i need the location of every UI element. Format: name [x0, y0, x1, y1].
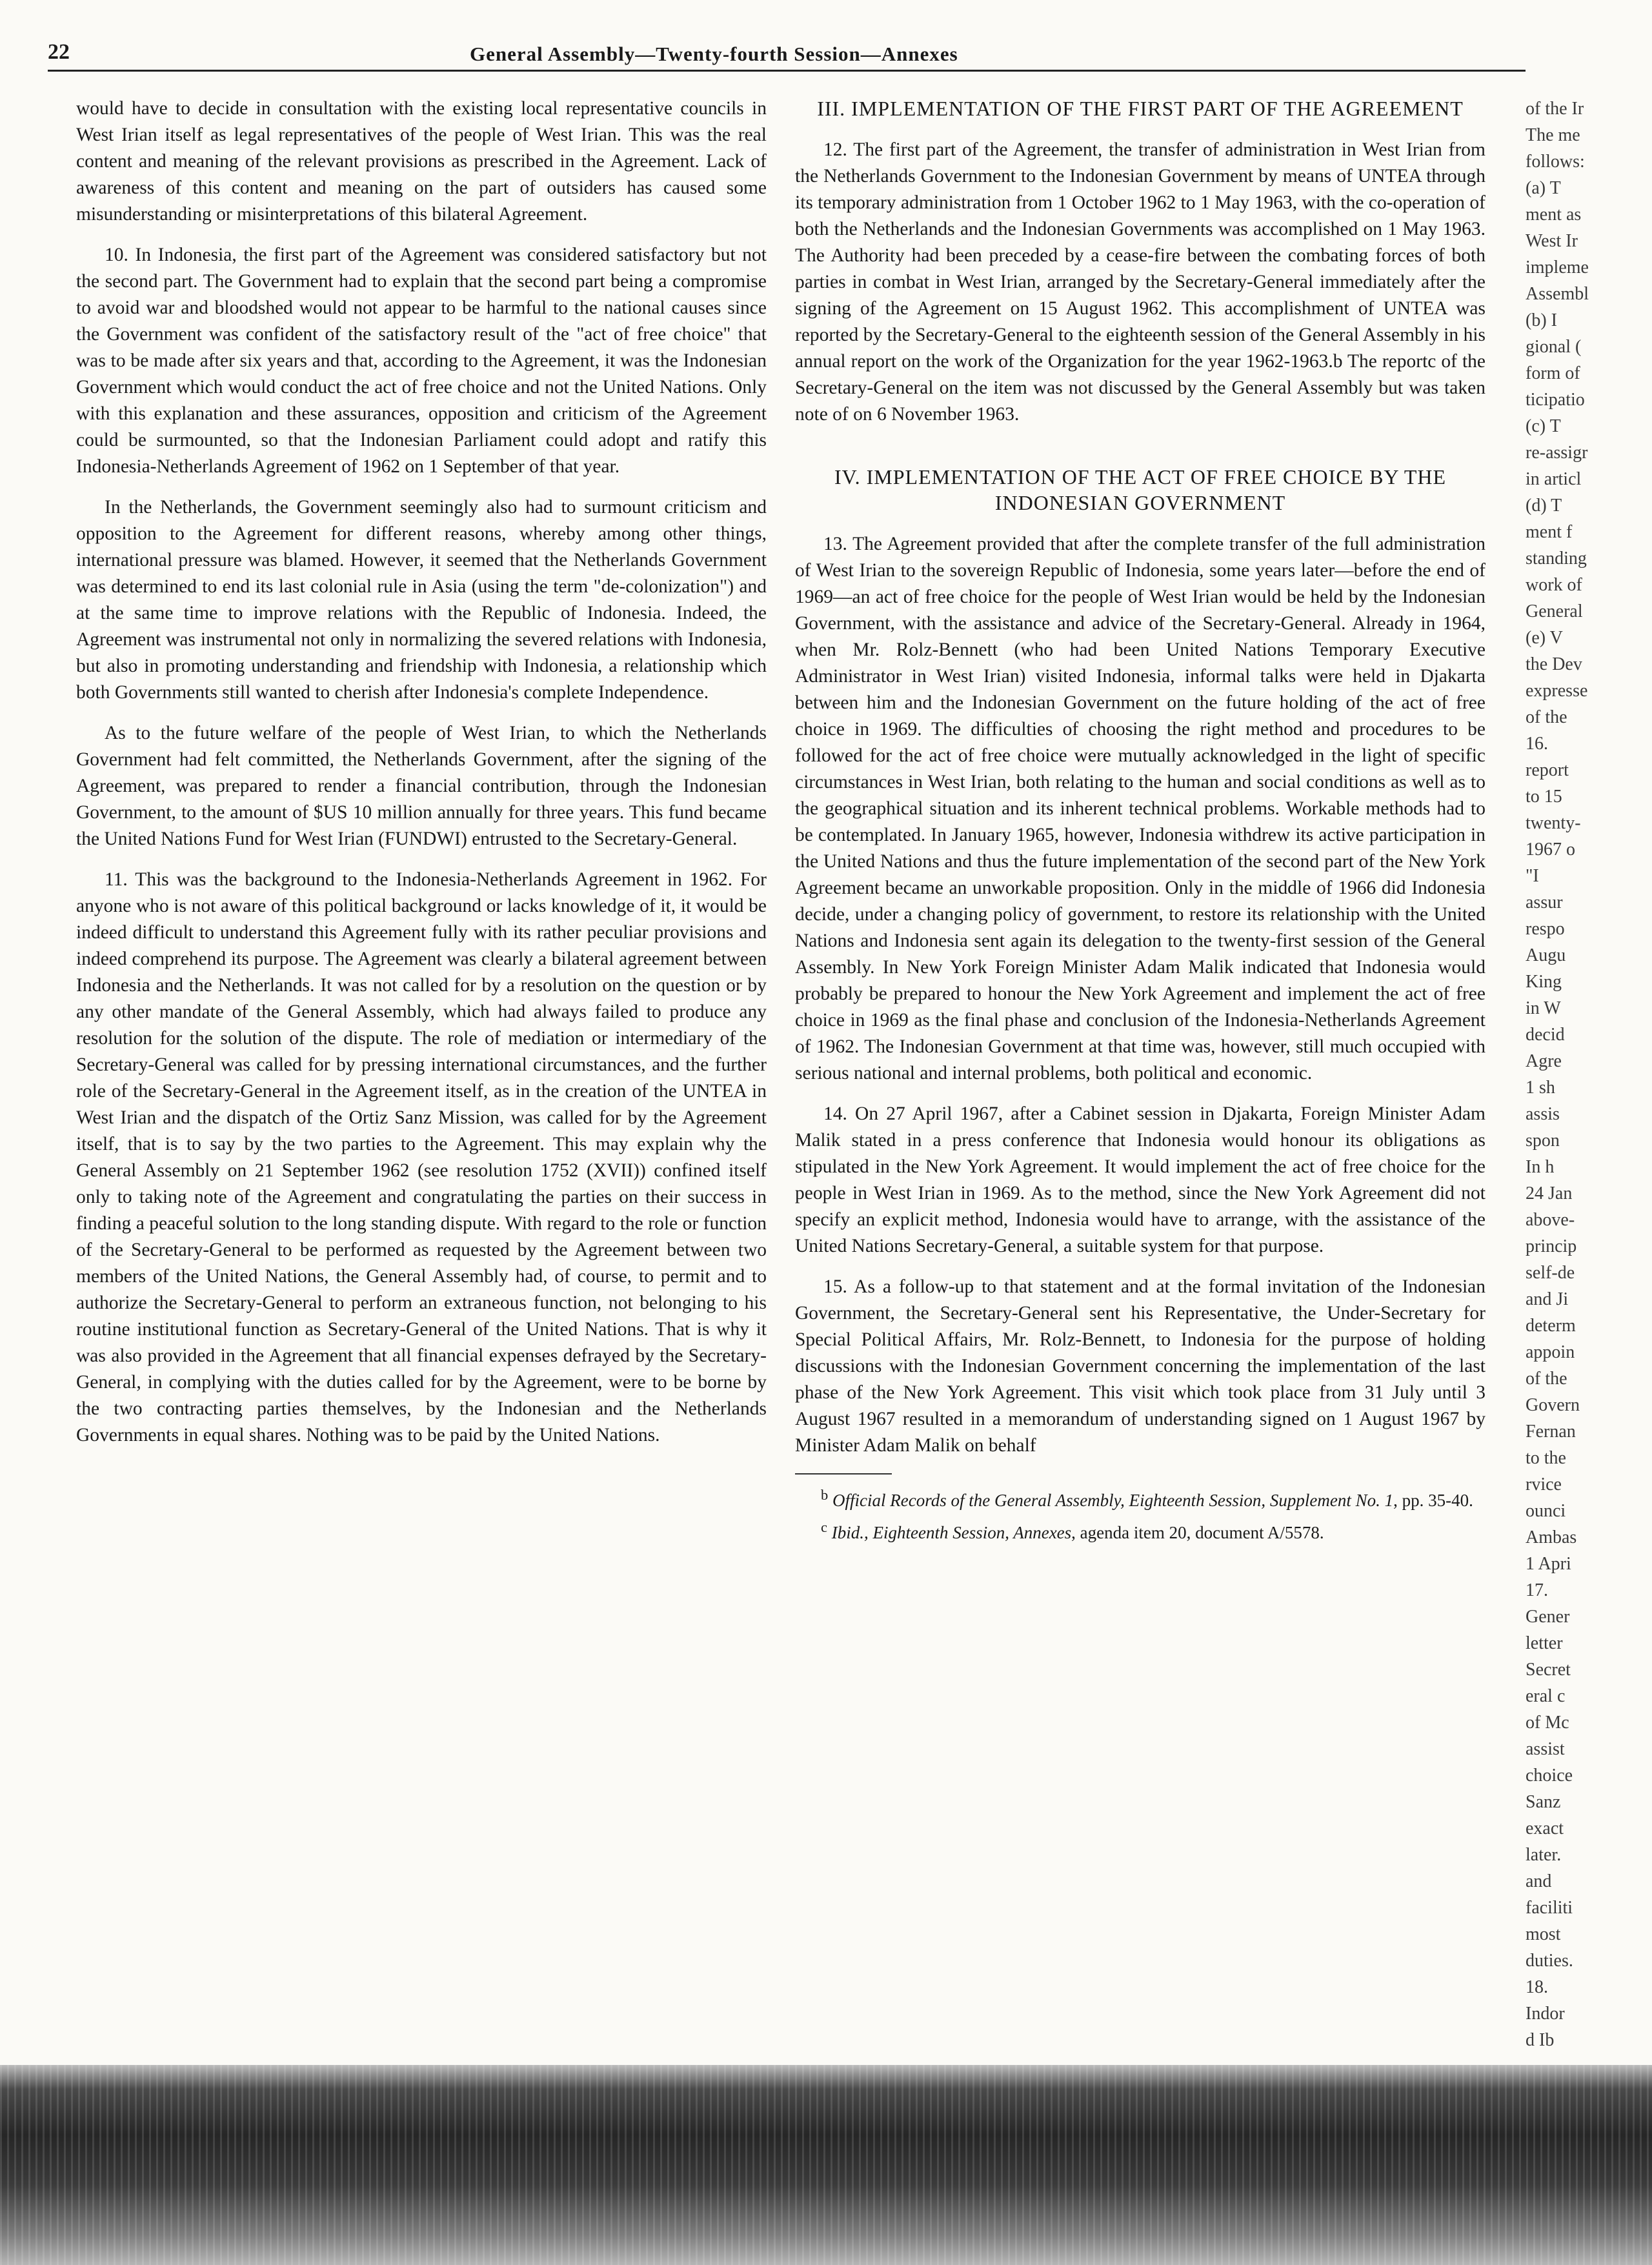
running-title: General Assembly—Twenty-fourth Session—Annexes — [470, 43, 958, 65]
right-fragment: determ — [1526, 1316, 1576, 1336]
right-fragment: respo — [1526, 919, 1565, 939]
right-fragment: to the — [1526, 1448, 1566, 1468]
right-fragment: the Dev — [1526, 654, 1582, 674]
right-fragment: and Ji — [1526, 1289, 1569, 1309]
right-fragment: decid — [1526, 1025, 1565, 1045]
right-fragment: gional ( — [1526, 337, 1582, 357]
middle-column — [795, 96, 1486, 1548]
right-fragment: West Ir — [1526, 231, 1578, 251]
right-fragment: appoin — [1526, 1342, 1575, 1362]
right-fragment: (b) I — [1526, 310, 1557, 330]
right-fragment: of the — [1526, 707, 1567, 727]
right-fragment: ment f — [1526, 522, 1573, 542]
paragraph-11: 11. This was the background to the Indonesia-Netherlands Agreement in 1962. For anyone who is not aware of this political background or lacks knowledge of it, it would be indeed difficult to understand this Agreement fully with its rather peculiar provisions and indeed comprehend its purpose. The Agreement was clearly a bilateral agreement between Indonesia and the Netherlands. It was not called for by a resolution on the question or by any other mandate of the General Assembly, which had always failed to produce any resolution for the solution of the dispute. The role of mediation or intermediary of the Secretary-General was called for by pressing international circumstances, and the further role of the Secretary-General in the Agreement itself, as in the creation of the UNTEA in West Irian and the dispatch of the Ortiz Sanz Mission, was called for by the Agreement itself, that is to say by the two parties to the Agreement. This may explain why the General Assembly on 21 September 1962 (see resolution 1752 (XVII)) confined itself only to taking note of the Agreement and congratulating the parties on their success in finding a peaceful solution to the long standing dispute. With regard to the role or function of the Secretary-General to be performed as requested by the Agreement between two members of the United Nations, the General Assembly had, of course, to permit and to authorize the Secretary-General to perform an extraneous function, not belonging to his routine institutional function as Secretary-General of the United Nations. That is why it was also provided in the Agreement that all financial expenses defrayed by the Secretary-General, in complying with the duties called for by the Agreement, were to be borne by the two contracting parties themselves, by the Indonesian and the Netherlands Governments in equal shares. Nothing was to be paid by the United Nations. — [76, 869, 767, 1445]
right-fragment: above- — [1526, 1210, 1575, 1230]
right-fragment: expresse — [1526, 681, 1588, 701]
right-fragment: of the Ir — [1526, 99, 1584, 119]
footnote-c — [795, 1516, 1486, 1544]
right-fragment: later. — [1526, 1845, 1562, 1865]
right-fragment: d Ib — [1526, 2030, 1555, 2050]
right-fragment: report — [1526, 760, 1569, 780]
footnote-c-source: Ibid., Eighteenth Session, Annexes — [831, 1523, 1072, 1542]
right-fragment: (c) T — [1526, 416, 1561, 436]
right-fragment: Agre — [1526, 1051, 1562, 1071]
right-fragment: most — [1526, 1924, 1561, 1944]
right-fragment: work of — [1526, 575, 1582, 595]
right-fragment: self-de — [1526, 1263, 1575, 1283]
right-fragment: 1967 o — [1526, 840, 1575, 860]
right-fragment: (e) V — [1526, 628, 1563, 648]
right-fragment: ticipatio — [1526, 390, 1585, 410]
right-fragment: The me — [1526, 125, 1580, 145]
paragraph-9-continuation: would have to decide in consultation with the existing local representative councils in West Irian itself as legal representatives of the people of West Irian. This was the real content and meaning of the relevant provisions as prescribed in the Agreement. Lack of awareness of this content and meaning on the part of outsiders has caused some misunderstanding or misinterpretations of this bilateral Agreement. — [76, 98, 767, 225]
right-fragment: Sanz — [1526, 1792, 1561, 1812]
right-fragment: exact — [1526, 1818, 1564, 1838]
paragraph-13: 13. The Agreement provided that after the complete transfer of the full administration of West Irian to the sovereign Republic of Indonesia, some years later—before the end of 1969—an act of free choice for the people of West Irian would be held by the Indonesian Government, with the assistance and advice of the Secretary-General. Already in 1964, when Mr. Rolz-Bennett (who had been United Nations Temporary Executive Administrator in West Irian) visited Indonesia, informal talks were held in Djakarta between him and the Indonesian Government on the future holding of the act of free choice in 1969. The difficulties of choosing the right method and procedures to be followed for the act of free choice were mutually acknowledged in the light of specific circumstances in West Irian, both relating to the human and social conditions as well as to the geographical situation and its inherent technical problems. Workable methods had to be contemplated. In January 1965, however, Indonesia withdrew its active participation in the United Nations and thus the future implementation of the second part of the New York Agreement became an unworkable proposition. Only in the middle of 1966 did Indonesia decide, under a changing policy of government, to restore its relationship with the United Nations and Indonesia sent again its delegation to the twenty-first session of the General Assembly. In New York Foreign Minister Adam Malik indicated that Indonesia would probably be prepared to honour the New York Agreement and implement the act of free choice in 1969 as the final phase and conclusion of the Indonesia-Netherlands Agreement of 1962. The Indonesian Government at that time was, however, still much occupied with serious national and internal problems, both political and economic. — [795, 534, 1486, 1083]
right-fragment: 24 Jan — [1526, 1183, 1573, 1203]
header-rule — [48, 70, 1526, 72]
right-fragment: twenty- — [1526, 813, 1581, 833]
right-fragment: spon — [1526, 1131, 1560, 1151]
section-heading-iv: IV. IMPLEMENTATION OF THE ACT OF FREE CHOICE BY THE INDONESIAN GOVERNMENT — [834, 465, 1447, 514]
right-column-cropped — [1526, 96, 1652, 2051]
right-fragment: General — [1526, 601, 1583, 621]
right-fragment: Secret — [1526, 1660, 1571, 1680]
right-fragment: assis — [1526, 1104, 1560, 1124]
right-fragment: 18. — [1526, 1977, 1548, 1997]
left-column — [76, 96, 767, 1463]
paragraph-15: 15. As a follow-up to that statement and at the formal invitation of the Indonesian Government, the Secretary-General sent his Representative, the Under-Secretary for Special Political Affairs, Mr. Rolz-Bennett, to Indonesia for the purpose of holding discussions with the Indonesian Government concerning the implementation of the last phase of the New York Agreement. This visit which took place from 31 July until 3 August 1967 resulted in a memorandum of understanding signed on 1 August 1967 by Minister Adam Malik on behalf — [795, 1276, 1486, 1456]
right-fragment: standing — [1526, 549, 1587, 569]
right-fragment: in W — [1526, 998, 1561, 1018]
paragraph-10: 10. In Indonesia, the first part of the Agreement was considered satisfactory but not the second part. The Government had to explain that the second part being a compromise to avoid war and bloodshed would not appear to be harmful to the national causes since the Government was confident of the satisfactory result of the "act of free choice" that was to be made after six years and that, according to the Agreement, it was the Indonesian Government which would conduct the act of free choice and not the United Nations. Only with this explanation and these assurances, opposition and criticism of the Agreement could be surmounted, so that the Indonesian Parliament could adopt and ratify this Indonesia-Netherlands Agreement of 1962 on 1 September of that year. — [76, 245, 767, 477]
footnote-b — [795, 1484, 1486, 1512]
paragraph-netherlands: In the Netherlands, the Government seemingly also had to surmount criticism and opposition to the Agreement for different reasons, whereby among other things, international pressure was blamed. However, it seemed that the Netherlands Government was determined to end its last colonial rule in Asia (using the term "de-colonization") and at the same time to improve relations with the Republic of Indonesia. Indeed, the Agreement was instrumental not only in normalizing the severed relations with Indonesia, but also in promoting understanding and friendship with Indonesia, a relationship which both Governments still wanted to cherish after Indonesia's complete Independence. — [76, 497, 767, 703]
right-fragment: form of — [1526, 363, 1580, 383]
right-fragment: Fernan — [1526, 1422, 1576, 1442]
right-fragment: of the — [1526, 1369, 1567, 1389]
right-fragment: re-assigr — [1526, 443, 1588, 463]
paragraph-14: 14. On 27 April 1967, after a Cabinet session in Djakarta, Foreign Minister Adam Malik stated in a press conference that Indonesia would honour its obligations as stipulated in the New York Agreement. It would implement the act of free choice for the people in West Irian in 1969. As to the method, since the New York Agreement did not specify an explicit method, Indonesia would have to arrange, with the assistance of the United Nations Secretary-General, a suitable system for that purpose. — [795, 1103, 1486, 1256]
right-fragment: Ambas — [1526, 1527, 1577, 1547]
right-fragment: duties. — [1526, 1951, 1573, 1971]
right-fragment: Augu — [1526, 945, 1566, 965]
paragraph-welfare: As to the future welfare of the people of West Irian, to which the Netherlands Government had felt committed, the Netherlands Government, after the signing of the Agreement, was prepared to render a financial contribution, through the Indonesian Government, to the amount of $US 10 million annually for three years. This fund became the United Nations Fund for West Irian (FUNDWI) entrusted to the Secretary-General. — [76, 723, 767, 849]
right-fragment: (a) T — [1526, 178, 1561, 198]
right-fragment: and — [1526, 1871, 1552, 1891]
right-fragment: ounci — [1526, 1501, 1566, 1521]
right-fragment: Govern — [1526, 1395, 1580, 1415]
right-fragment: 17. — [1526, 1580, 1548, 1600]
footnote-c-mark: c — [821, 1519, 827, 1535]
footnote-b-mark: b — [821, 1487, 829, 1503]
right-fragment: ment as — [1526, 205, 1582, 225]
footnote-rule — [795, 1473, 892, 1475]
footnote-b-pages: , pp. 35-40. — [1393, 1491, 1473, 1510]
right-fragment: rvice — [1526, 1475, 1562, 1495]
right-fragment: faciliti — [1526, 1898, 1573, 1918]
right-fragment: letter — [1526, 1633, 1563, 1653]
right-fragment: King — [1526, 972, 1562, 992]
right-fragment: choice — [1526, 1766, 1573, 1786]
right-fragment: in articl — [1526, 469, 1582, 489]
right-fragment: Indor — [1526, 2004, 1565, 2024]
right-fragment: (d) T — [1526, 496, 1562, 516]
right-fragment: 1 sh — [1526, 1078, 1555, 1098]
right-fragment: Gener — [1526, 1607, 1570, 1627]
right-fragment: Assembl — [1526, 284, 1589, 304]
right-fragment: assur — [1526, 892, 1563, 912]
right-fragment: of Mc — [1526, 1713, 1569, 1733]
right-fragment: In h — [1526, 1157, 1555, 1177]
footnote-b-source: Official Records of the General Assembly, Eighteenth Session, Supplement No. 1 — [832, 1491, 1394, 1510]
right-fragment: 1 Apri — [1526, 1554, 1571, 1574]
right-fragment: assist — [1526, 1739, 1565, 1759]
paragraph-12: 12. The first part of the Agreement, the transfer of administration in West Irian from the Netherlands Government to the Indonesian Government by means of UNTEA through its temporary administration from 1 October 1962 to 1 May 1963, with the co-operation of both the Netherlands and the Indonesian Governments was accomplished on 1 May 1963. The Authority had been preceded by a cease-fire between the combating forces of both parties in combat in West Irian, arranged by the Secretary-General immediately after the signing of the Agreement on 15 August 1962. This accomplishment of UNTEA was reported by the Secretary-General to the eighteenth session of the General Assembly in his annual report on the work of the Organization for the year 1962-1963.b The reportc of the Secretary-General on the item was not discussed by the General Assembly but was taken note of on 6 November 1963. — [795, 139, 1486, 425]
right-fragment: "I — [1526, 866, 1539, 886]
right-fragment: princip — [1526, 1236, 1577, 1256]
right-fragment: impleme — [1526, 257, 1589, 277]
right-fragment: 16. — [1526, 734, 1548, 754]
page-number: 22 — [48, 40, 70, 64]
footnote-c-detail: , agenda item 20, document A/5578. — [1071, 1523, 1324, 1542]
right-fragment: to 15 — [1526, 787, 1562, 807]
right-fragment: follows: — [1526, 152, 1585, 172]
scan-artifact-edge — [0, 2065, 1652, 2265]
section-heading-iii: III. IMPLEMENTATION OF THE FIRST PART OF THE AGREEMENT — [817, 97, 1464, 120]
right-fragment: eral c — [1526, 1686, 1566, 1706]
